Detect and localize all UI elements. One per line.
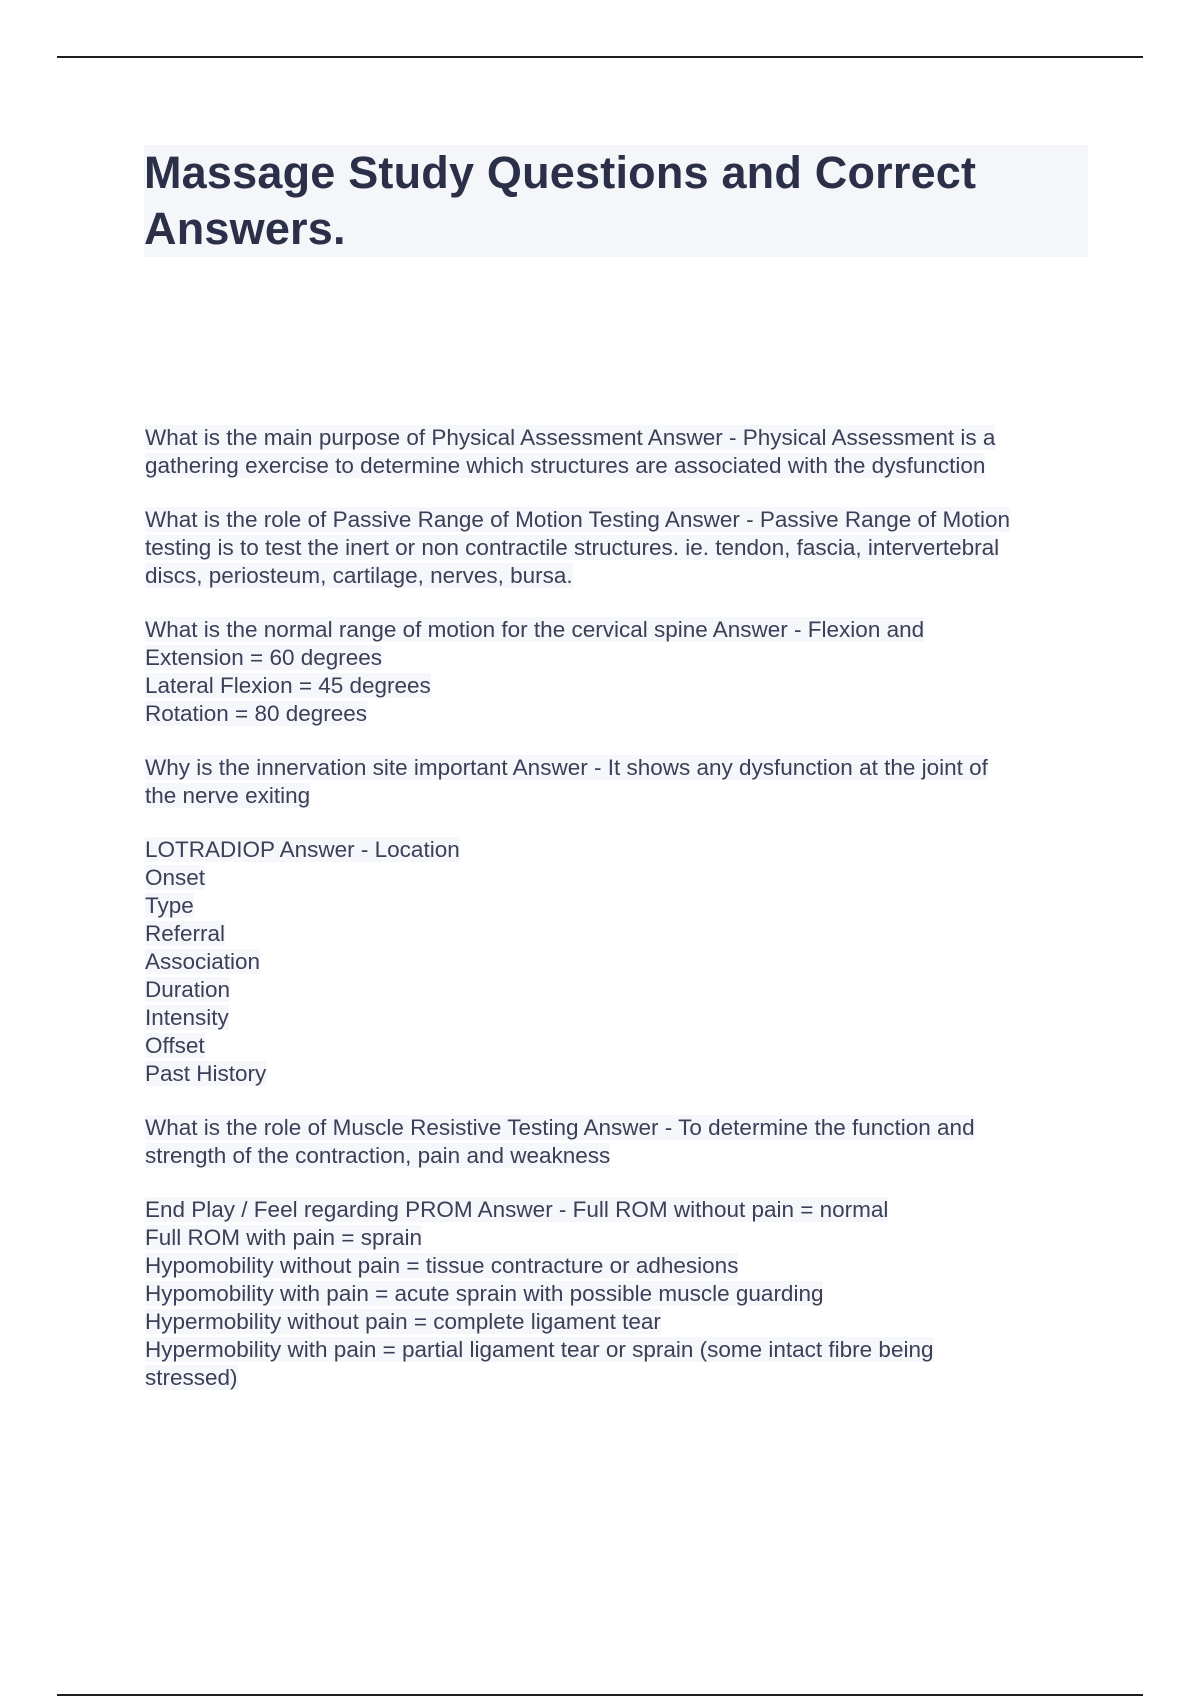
qa-line: strength of the contraction, pain and weakness (145, 1143, 611, 1168)
title-line: Answers. (144, 203, 346, 254)
qa-line: Lateral Flexion = 45 degrees (145, 673, 431, 698)
title-block (144, 145, 1088, 257)
qa-line: Why is the innervation site important Answer - It shows any dysfunction at the joint of (145, 755, 988, 780)
page-title (144, 145, 1088, 257)
qa-entry-cervical-rom (145, 616, 1085, 728)
qa-line: Referral (145, 921, 226, 946)
qa-line: End Play / Feel regarding PROM Answer - Full ROM without pain = normal (145, 1197, 889, 1222)
qa-line: LOTRADIOP Answer - Location (145, 837, 460, 862)
qa-list (145, 424, 1085, 1418)
qa-entry-muscle-resistive (145, 1114, 1085, 1170)
qa-line: Duration (145, 977, 231, 1002)
qa-line: Full ROM with pain = sprain (145, 1225, 422, 1250)
qa-line: Rotation = 80 degrees (145, 701, 368, 726)
qa-entry-physical-assessment (145, 424, 1085, 480)
qa-line: Hypermobility without pain = complete ligament tear (145, 1309, 661, 1334)
title-line: Massage Study Questions and Correct (144, 147, 977, 198)
qa-line: Offset (145, 1033, 205, 1058)
qa-line: What is the main purpose of Physical Assessment Answer - Physical Assessment is a (145, 425, 996, 450)
qa-line: Onset (145, 865, 206, 890)
qa-line: stressed) (145, 1365, 238, 1390)
qa-entry-end-play (145, 1196, 1085, 1392)
qa-line: testing is to test the inert or non contractile structures. ie. tendon, fascia, intervertebral (145, 535, 1000, 560)
qa-line: Extension = 60 degrees (145, 645, 383, 670)
qa-entry-passive-rom (145, 506, 1085, 590)
qa-line: Hypomobility with pain = acute sprain with possible muscle guarding (145, 1281, 824, 1306)
qa-line: What is the normal range of motion for the cervical spine Answer - Flexion and (145, 617, 925, 642)
top-divider (57, 56, 1143, 58)
qa-line: Association (145, 949, 261, 974)
qa-entry-lotradiop (145, 836, 1085, 1088)
qa-line: Hypermobility with pain = partial ligament tear or sprain (some intact fibre being (145, 1337, 934, 1362)
qa-line: the nerve exiting (145, 783, 311, 808)
qa-entry-innervation (145, 754, 1085, 810)
qa-line: Type (145, 893, 194, 918)
qa-line: discs, periosteum, cartilage, nerves, bursa. (145, 563, 573, 588)
qa-line: What is the role of Muscle Resistive Testing Answer - To determine the function and (145, 1115, 975, 1140)
qa-line: Intensity (145, 1005, 229, 1030)
bottom-divider (57, 1694, 1143, 1696)
qa-line: gathering exercise to determine which structures are associated with the dysfunction (145, 453, 986, 478)
qa-line: What is the role of Passive Range of Motion Testing Answer - Passive Range of Motion (145, 507, 1011, 532)
qa-line: Hypomobility without pain = tissue contracture or adhesions (145, 1253, 739, 1278)
qa-line: Past History (145, 1061, 267, 1086)
